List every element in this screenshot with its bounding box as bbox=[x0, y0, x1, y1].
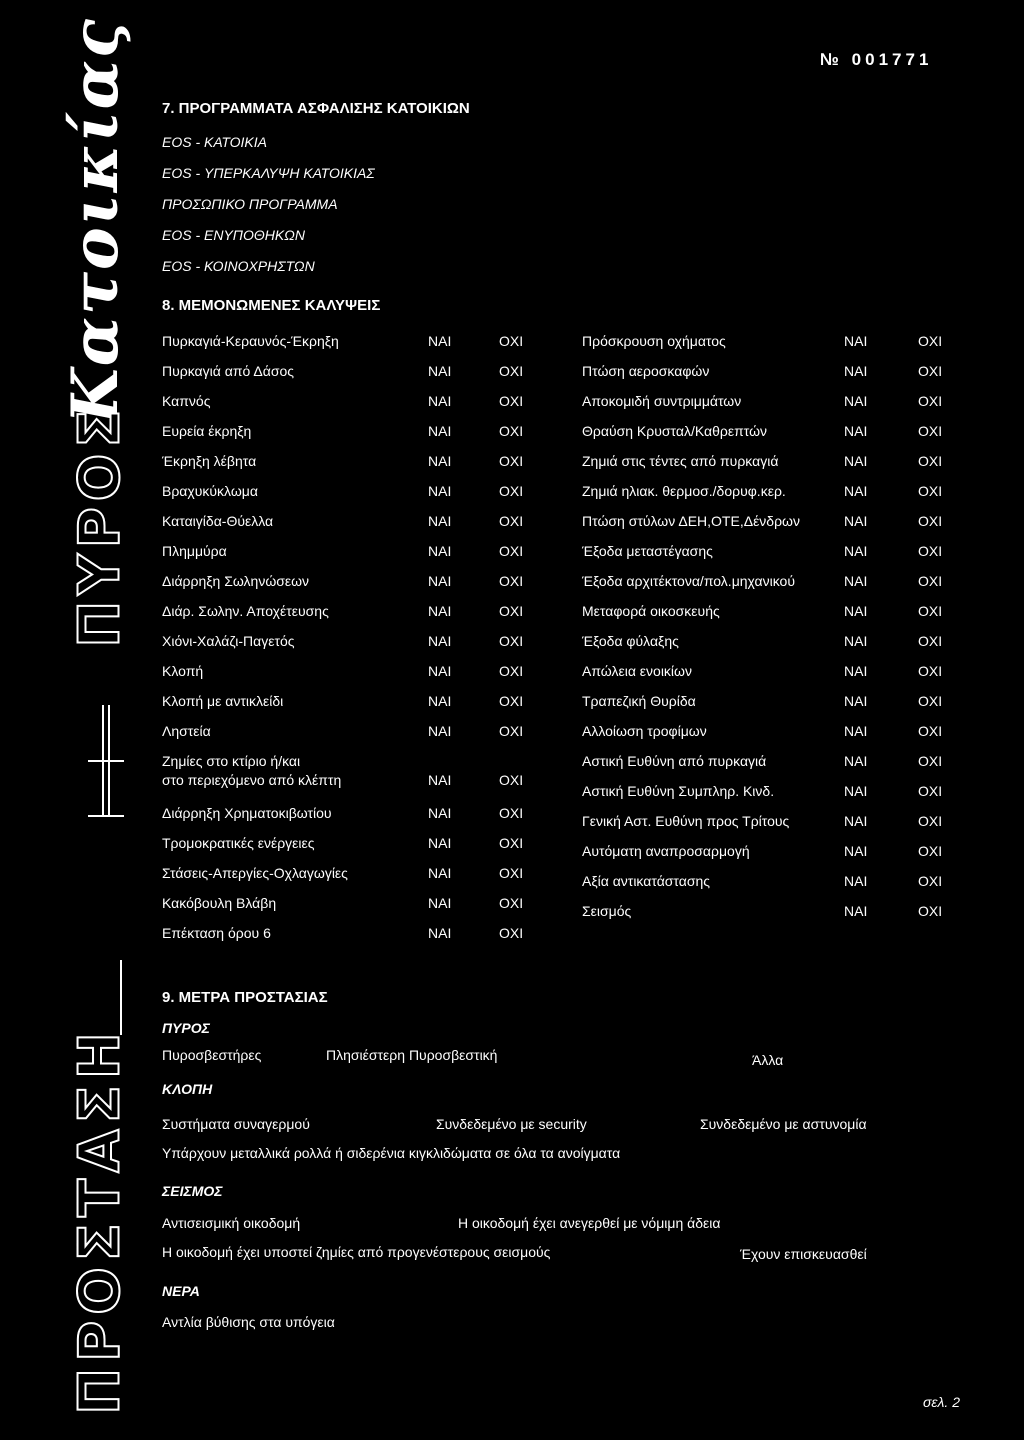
coverage-no-option[interactable]: ΟΧΙ bbox=[918, 363, 943, 379]
coverage-yes-option[interactable]: ΝΑΙ bbox=[428, 483, 452, 499]
earthquake-antiseismic: Αντισεισμική οικοδομή bbox=[162, 1215, 301, 1231]
left-coverage-row bbox=[162, 453, 542, 483]
right-coverage-row bbox=[582, 603, 962, 633]
right-coverage-row bbox=[582, 783, 962, 813]
left-coverage-row bbox=[162, 693, 542, 723]
program-eos-enypothikon: EOS - ΕΝΥΠΟΘΗΚΩΝ bbox=[162, 227, 305, 243]
theft-security: Συνδεδεμένο με security bbox=[436, 1116, 587, 1132]
right-coverage-row bbox=[582, 393, 962, 423]
coverage-label: Διάρρηξη Χρηματοκιβωτίου bbox=[162, 805, 332, 821]
coverage-label: Τραπεζική Θυρίδα bbox=[582, 693, 696, 709]
coverage-no-option[interactable]: ΟΧΙ bbox=[918, 453, 943, 469]
coverage-label: Σεισμός bbox=[582, 903, 632, 919]
coverage-no-option[interactable]: ΟΧΙ bbox=[499, 573, 524, 589]
coverage-label: Έξοδα αρχιτέκτονα/πολ.μηχανικού bbox=[582, 573, 795, 589]
coverage-yes-option[interactable]: ΝΑΙ bbox=[428, 663, 452, 679]
right-coverage-row bbox=[582, 873, 962, 903]
sidebar-title-bottom-text: ΠΡΟΣΤΑΣΗ bbox=[67, 1025, 133, 1415]
coverage-yes-option[interactable]: ΝΑΙ bbox=[428, 865, 452, 881]
left-coverage-row bbox=[162, 633, 542, 663]
coverage-yes-option[interactable]: ΝΑΙ bbox=[844, 363, 868, 379]
program-eos-yperkalypsi: EOS - ΥΠΕΡΚΑΛΥΨΗ ΚΑΤΟΙΚΙΑΣ bbox=[162, 165, 375, 181]
coverage-yes-option[interactable]: ΝΑΙ bbox=[428, 805, 452, 821]
coverage-yes-option[interactable]: ΝΑΙ bbox=[844, 903, 868, 919]
coverage-no-option[interactable]: ΟΧΙ bbox=[499, 423, 524, 439]
coverage-yes-option[interactable]: ΝΑΙ bbox=[844, 423, 868, 439]
coverage-no-option[interactable]: ΟΧΙ bbox=[499, 835, 524, 851]
left-coverage-row bbox=[162, 423, 542, 453]
coverage-label: Πτώση αεροσκαφών bbox=[582, 363, 710, 379]
coverage-yes-option[interactable]: ΝΑΙ bbox=[428, 363, 452, 379]
coverage-no-option[interactable]: ΟΧΙ bbox=[499, 483, 524, 499]
coverage-no-option[interactable]: ΟΧΙ bbox=[918, 843, 943, 859]
coverage-no-option[interactable]: ΟΧΙ bbox=[918, 333, 943, 349]
coverage-yes-option[interactable]: ΝΑΙ bbox=[428, 333, 452, 349]
coverage-yes-option[interactable]: ΝΑΙ bbox=[844, 723, 868, 739]
coverage-no-option[interactable]: ΟΧΙ bbox=[918, 873, 943, 889]
left-coverage-row bbox=[162, 925, 542, 955]
coverage-yes-option[interactable]: ΝΑΙ bbox=[428, 543, 452, 559]
coverage-label: Απώλεια ενοικίων bbox=[582, 663, 692, 679]
coverage-no-option[interactable]: ΟΧΙ bbox=[918, 483, 943, 499]
left-coverage-row bbox=[162, 573, 542, 603]
right-coverage-row bbox=[582, 483, 962, 513]
coverage-label: Ζημιά ηλιακ. θερμοσ./δορυφ.κερ. bbox=[582, 483, 786, 499]
coverage-label: Γενική Αστ. Ευθύνη προς Τρίτους bbox=[582, 813, 790, 829]
coverage-label: Κλοπή bbox=[162, 663, 204, 679]
fire-nearest-station: Πλησιέστερη Πυροσβεστική bbox=[326, 1047, 498, 1063]
theft-alarm: Συστήματα συναγερμού bbox=[162, 1116, 310, 1132]
coverage-label: Μεταφορά οικοσκευής bbox=[582, 603, 720, 619]
coverage-label: Ληστεία bbox=[162, 723, 211, 739]
program-eos-katoikia: EOS - ΚΑΤΟΙΚΙΑ bbox=[162, 134, 267, 150]
coverage-no-option[interactable]: ΟΧΙ bbox=[499, 363, 524, 379]
coverage-no-option[interactable]: ΟΧΙ bbox=[499, 633, 524, 649]
coverage-no-option[interactable]: ΟΧΙ bbox=[918, 513, 943, 529]
earthquake-permit: Η οικοδομή έχει ανεγερθεί με νόμιμη άδεια bbox=[458, 1215, 721, 1231]
right-coverage-row bbox=[582, 753, 962, 783]
water-pump: Αντλία βύθισης στα υπόγεια bbox=[162, 1314, 335, 1330]
coverage-no-option[interactable]: ΟΧΙ bbox=[499, 453, 524, 469]
right-coverage-row bbox=[582, 453, 962, 483]
coverage-yes-option[interactable]: ΝΑΙ bbox=[844, 513, 868, 529]
coverage-yes-option[interactable]: ΝΑΙ bbox=[428, 693, 452, 709]
coverage-no-option[interactable]: ΟΧΙ bbox=[918, 723, 943, 739]
coverage-label: Πτώση στύλων ΔΕΗ,ΟΤΕ,Δένδρων bbox=[582, 513, 800, 529]
right-coverage-row bbox=[582, 423, 962, 453]
coverage-yes-option[interactable]: ΝΑΙ bbox=[844, 783, 868, 799]
coverage-label: Αστική Ευθύνη από πυρκαγιά bbox=[582, 753, 767, 769]
coverage-label: Αποκομιδή συντριμμάτων bbox=[582, 393, 742, 409]
coverage-no-option[interactable]: ΟΧΙ bbox=[499, 772, 524, 788]
coverage-no-option[interactable]: ΟΧΙ bbox=[918, 633, 943, 649]
coverage-no-option[interactable]: ΟΧΙ bbox=[499, 333, 524, 349]
left-coverage-row bbox=[162, 363, 542, 393]
left-coverage-row bbox=[162, 835, 542, 865]
coverage-label: Πυρκαγιά-Κεραυνός-Έκρηξη bbox=[162, 333, 339, 349]
coverage-yes-option[interactable]: ΝΑΙ bbox=[844, 603, 868, 619]
sidebar-rule-5 bbox=[120, 960, 122, 1035]
earthquake-label: ΣΕΙΣΜΟΣ bbox=[162, 1183, 223, 1199]
coverage-label: Έξοδα μεταστέγασης bbox=[582, 543, 713, 559]
right-coverage-row bbox=[582, 843, 962, 873]
coverage-no-option[interactable]: ΟΧΙ bbox=[499, 865, 524, 881]
coverage-label: Διάρρηξη Σωληνώσεων bbox=[162, 573, 310, 589]
earthquake-repaired: Έχουν επισκευασθεί bbox=[740, 1246, 867, 1262]
program-prosopiko: ΠΡΟΣΩΠΙΚΟ ΠΡΟΓΡΑΜΜΑ bbox=[162, 196, 338, 212]
coverage-no-option[interactable]: ΟΧΙ bbox=[918, 543, 943, 559]
right-coverage-row bbox=[582, 333, 962, 363]
coverage-label: Πρόσκρουση οχήματος bbox=[582, 333, 726, 349]
left-coverage-row bbox=[162, 603, 542, 633]
coverage-no-option[interactable]: ΟΧΙ bbox=[918, 423, 943, 439]
coverage-label: Ζημιά στις τέντες από πυρκαγιά bbox=[582, 453, 779, 469]
left-coverage-row bbox=[162, 543, 542, 573]
coverage-yes-option[interactable]: ΝΑΙ bbox=[844, 333, 868, 349]
section9-heading: 9. ΜΕΤΡΑ ΠΡΟΣΤΑΣΙΑΣ bbox=[162, 989, 328, 1006]
coverage-label: Έκρηξη λέβητα bbox=[162, 453, 257, 469]
coverage-yes-option[interactable]: ΝΑΙ bbox=[428, 835, 452, 851]
coverage-yes-option[interactable]: ΝΑΙ bbox=[844, 453, 868, 469]
coverage-label: Κλοπή με αντικλείδι bbox=[162, 693, 284, 709]
coverage-yes-option[interactable]: ΝΑΙ bbox=[428, 772, 452, 788]
sidebar-title-top bbox=[67, 360, 133, 690]
right-coverage-row bbox=[582, 513, 962, 543]
sidebar-rule-4 bbox=[88, 815, 124, 817]
coverage-yes-option[interactable]: ΝΑΙ bbox=[428, 513, 452, 529]
coverage-no-option[interactable]: ΟΧΙ bbox=[499, 805, 524, 821]
coverage-no-option[interactable]: ΟΧΙ bbox=[918, 903, 943, 919]
left-coverage-list bbox=[162, 333, 542, 955]
left-coverage-row bbox=[162, 865, 542, 895]
coverage-no-option[interactable]: ΟΧΙ bbox=[499, 895, 524, 911]
program-eos-koinochriston: EOS - ΚΟΙΝΟΧΡΗΣΤΩΝ bbox=[162, 258, 315, 274]
section7-heading: 7. ΠΡΟΓΡΑΜΜΑΤΑ ΑΣΦΑΛΙΣΗΣ ΚΑΤΟΙΚΙΩΝ bbox=[162, 100, 470, 117]
coverage-label: Καπνός bbox=[162, 393, 211, 409]
coverage-label: Χιόνι-Χαλάζι-Παγετός bbox=[162, 633, 295, 649]
coverage-yes-option[interactable]: ΝΑΙ bbox=[844, 843, 868, 859]
right-coverage-row bbox=[582, 693, 962, 723]
coverage-yes-option[interactable]: ΝΑΙ bbox=[844, 813, 868, 829]
fire-other: Άλλα bbox=[752, 1052, 784, 1068]
left-coverage-row bbox=[162, 663, 542, 693]
left-coverage-row bbox=[162, 895, 542, 925]
coverage-yes-option[interactable]: ΝΑΙ bbox=[428, 423, 452, 439]
theft-shutters: Υπάρχουν μεταλλικά ρολλά ή σιδερένια κιγκλιδώματα σε όλα τα ανοίγματα bbox=[162, 1145, 621, 1161]
coverage-yes-option[interactable]: ΝΑΙ bbox=[428, 603, 452, 619]
right-coverage-list bbox=[582, 333, 962, 933]
right-coverage-row bbox=[582, 723, 962, 753]
coverage-no-option[interactable]: ΟΧΙ bbox=[918, 813, 943, 829]
coverage-no-option[interactable]: ΟΧΙ bbox=[918, 783, 943, 799]
section8-heading: 8. ΜΕΜΟΝΩΜΕΝΕΣ ΚΑΛΥΨΕΙΣ bbox=[162, 297, 381, 314]
left-coverage-row bbox=[162, 483, 542, 513]
coverage-no-option[interactable]: ΟΧΙ bbox=[499, 543, 524, 559]
coverage-no-option[interactable]: ΟΧΙ bbox=[499, 925, 524, 941]
left-coverage-row bbox=[162, 772, 542, 805]
coverage-label: Πλημμύρα bbox=[162, 543, 227, 559]
coverage-label: Αλλοίωση τροφίμων bbox=[582, 723, 707, 739]
coverage-no-option[interactable]: ΟΧΙ bbox=[918, 663, 943, 679]
coverage-no-option[interactable]: ΟΧΙ bbox=[918, 573, 943, 589]
fire-extinguishers: Πυροσβεστήρες bbox=[162, 1047, 262, 1063]
left-coverage-row bbox=[162, 723, 542, 753]
coverage-yes-option[interactable]: ΝΑΙ bbox=[844, 753, 868, 769]
right-coverage-row bbox=[582, 903, 962, 933]
coverage-label: Ευρεία έκρηξη bbox=[162, 423, 252, 439]
right-coverage-row bbox=[582, 543, 962, 573]
coverage-no-option[interactable]: ΟΧΙ bbox=[918, 693, 943, 709]
coverage-label: Επέκταση όρου 6 bbox=[162, 925, 271, 941]
coverage-label: Πυρκαγιά από Δάσος bbox=[162, 363, 295, 379]
coverage-yes-option[interactable]: ΝΑΙ bbox=[428, 573, 452, 589]
coverage-label: Θραύση Κρυσταλ/Καθρεπτών bbox=[582, 423, 768, 439]
sidebar-script-label bbox=[55, 16, 135, 424]
water-label: ΝΕΡΑ bbox=[162, 1283, 200, 1299]
right-coverage-row bbox=[582, 663, 962, 693]
left-coverage-row bbox=[162, 393, 542, 423]
right-coverage-row bbox=[582, 363, 962, 393]
coverage-yes-option[interactable]: ΝΑΙ bbox=[428, 895, 452, 911]
coverage-yes-option[interactable]: ΝΑΙ bbox=[844, 543, 868, 559]
coverage-label: Έξοδα φύλαξης bbox=[582, 633, 679, 649]
coverage-no-option[interactable]: ΟΧΙ bbox=[918, 603, 943, 619]
right-coverage-row bbox=[582, 813, 962, 843]
coverage-no-option[interactable]: ΟΧΙ bbox=[918, 753, 943, 769]
coverage-label: Κακόβουλη Βλάβη bbox=[162, 895, 277, 911]
coverage-yes-option[interactable]: ΝΑΙ bbox=[844, 393, 868, 409]
coverage-no-option[interactable]: ΟΧΙ bbox=[499, 723, 524, 739]
coverage-label: Στάσεις-Απεργίες-Οχλαγωγίες bbox=[162, 865, 348, 881]
coverage-label: Αυτόματη αναπροσαρμογή bbox=[582, 843, 750, 859]
coverage-no-option[interactable]: ΟΧΙ bbox=[499, 663, 524, 679]
coverage-yes-option[interactable]: ΝΑΙ bbox=[844, 693, 868, 709]
coverage-label: Τρομοκρατικές ενέργειες bbox=[162, 835, 315, 851]
coverage-label: Διάρ. Σωλην. Αποχέτευσης bbox=[162, 603, 329, 619]
fire-label: ΠΥΡΟΣ bbox=[162, 1020, 210, 1036]
serial-number: № 001771 bbox=[820, 50, 933, 69]
sidebar-title-top-text: ΠΥΡΟΣ bbox=[67, 402, 133, 648]
coverage-yes-option[interactable]: ΝΑΙ bbox=[844, 663, 868, 679]
coverage-label: Βραχυκύκλωμα bbox=[162, 483, 258, 499]
coverage-yes-option[interactable]: ΝΑΙ bbox=[428, 723, 452, 739]
right-coverage-row bbox=[582, 573, 962, 603]
coverage-yes-option[interactable]: ΝΑΙ bbox=[428, 633, 452, 649]
sidebar-script-text: Κατοικίας bbox=[57, 16, 133, 424]
left-coverage-row bbox=[162, 333, 542, 363]
coverage-no-option[interactable]: ΟΧΙ bbox=[918, 393, 943, 409]
coverage-label: Ζημίες στο κτίριο ή/και bbox=[162, 753, 301, 769]
coverage-yes-option[interactable]: ΝΑΙ bbox=[428, 393, 452, 409]
right-coverage-row bbox=[582, 633, 962, 663]
earthquake-damaged: Η οικοδομή έχει υποστεί ζημίες από προγενέστερους σεισμούς bbox=[162, 1244, 551, 1260]
coverage-yes-option[interactable]: ΝΑΙ bbox=[428, 453, 452, 469]
coverage-no-option[interactable]: ΟΧΙ bbox=[499, 693, 524, 709]
coverage-label: Αξία αντικατάστασης bbox=[582, 873, 711, 889]
coverage-yes-option[interactable]: ΝΑΙ bbox=[428, 925, 452, 941]
coverage-no-option[interactable]: ΟΧΙ bbox=[499, 603, 524, 619]
coverage-yes-option[interactable]: ΝΑΙ bbox=[844, 573, 868, 589]
coverage-no-option[interactable]: ΟΧΙ bbox=[499, 393, 524, 409]
coverage-label: στο περιεχόμενο από κλέπτη bbox=[162, 772, 342, 788]
coverage-yes-option[interactable]: ΝΑΙ bbox=[844, 633, 868, 649]
coverage-yes-option[interactable]: ΝΑΙ bbox=[844, 873, 868, 889]
coverage-label: Αστική Ευθύνη Συμπληρ. Κινδ. bbox=[582, 783, 775, 799]
theft-police: Συνδεδεμένο με αστυνομία bbox=[700, 1116, 867, 1132]
sidebar-title-bottom bbox=[67, 1025, 133, 1415]
left-coverage-row bbox=[162, 805, 542, 835]
coverage-no-option[interactable]: ΟΧΙ bbox=[499, 513, 524, 529]
theft-label: ΚΛΟΠΗ bbox=[162, 1081, 213, 1097]
sidebar-rule-3 bbox=[88, 760, 124, 762]
left-coverage-row bbox=[162, 513, 542, 543]
left-coverage-row bbox=[162, 753, 542, 772]
coverage-yes-option[interactable]: ΝΑΙ bbox=[844, 483, 868, 499]
coverage-label: Καταιγίδα-Θύελλα bbox=[162, 513, 274, 529]
page-number: σελ. 2 bbox=[922, 1394, 960, 1410]
